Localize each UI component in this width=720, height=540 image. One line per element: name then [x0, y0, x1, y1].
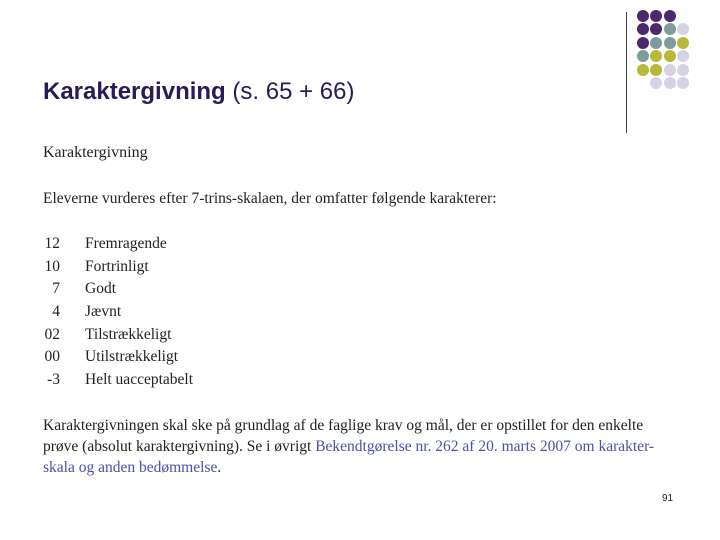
decorative-dot: [677, 77, 689, 89]
grade-row: [43, 256, 149, 279]
regulation-link[interactable]: Bekendtgørelse nr. 262 af 20. marts 2007 om karakter-: [315, 438, 655, 455]
decorative-dot: [650, 50, 662, 62]
decorative-dot: [677, 50, 689, 62]
grading-paragraph: [43, 415, 683, 478]
grade-value: 02: [44, 325, 60, 343]
document-heading: Karaktergivning: [43, 144, 148, 161]
paragraph-line: [43, 457, 683, 478]
grade-row: [43, 301, 122, 324]
decorative-dot: [637, 37, 649, 49]
slide-title-pages: (s. 65 + 66): [225, 78, 355, 105]
grade-value: 4: [52, 303, 60, 321]
grade-label: Utilstrækkeligt: [85, 348, 178, 366]
decorative-dot: [664, 77, 676, 89]
grade-row: [43, 233, 167, 256]
grade-label: Jævnt: [85, 303, 122, 321]
divider-line: [626, 12, 627, 133]
grade-value: 00: [44, 348, 60, 366]
decorative-dot: [677, 23, 689, 35]
grade-scale-list: [43, 233, 194, 392]
decorative-dot: [650, 64, 662, 76]
paragraph-line: Karaktergivningen skal ske på grundlag af de faglige krav og mål, der er opstillet for den enkelte: [43, 417, 644, 434]
grade-label: Helt uacceptabelt: [85, 371, 194, 389]
decorative-dot: [664, 37, 676, 49]
document-intro: Eleverne vurderes efter 7-trins-skalaen, der omfatter følgende karakterer:: [43, 190, 497, 207]
grade-row: [43, 278, 116, 301]
slide-title: [43, 78, 354, 106]
decorative-dot-grid: [637, 10, 720, 115]
grade-value: -3: [47, 371, 60, 389]
decorative-dot: [664, 50, 676, 62]
decorative-dot: [664, 23, 676, 35]
grade-row: [43, 346, 178, 369]
paragraph-end: .: [217, 459, 222, 476]
grade-label: Fortrinligt: [85, 257, 149, 275]
decorative-dot: [677, 64, 689, 76]
decorative-dot: [637, 10, 649, 22]
decorative-dot: [677, 37, 689, 49]
decorative-dot: [637, 64, 649, 76]
grade-row: [43, 369, 194, 392]
decorative-dot: [664, 10, 676, 22]
grade-row: [43, 324, 172, 347]
grade-value: 10: [44, 257, 60, 275]
grade-value: 12: [44, 235, 60, 252]
grade-label: Godt: [85, 280, 116, 298]
regulation-link-continued[interactable]: skala og anden bedømmelse: [43, 459, 218, 476]
decorative-dot: [637, 23, 649, 35]
grade-value: 7: [52, 280, 60, 298]
page-number: 91: [662, 493, 674, 504]
paragraph-line: [43, 436, 683, 457]
decorative-dot: [650, 10, 662, 22]
decorative-dot: [637, 50, 649, 62]
paragraph-text: prøve (absolut karaktergivning). Se i øvrigt: [43, 438, 316, 455]
slide-title-bold: Karaktergivning: [43, 78, 226, 105]
decorative-dot: [650, 77, 662, 89]
grade-label: Fremragende: [85, 235, 167, 252]
decorative-dot: [650, 37, 662, 49]
decorative-dot: [650, 23, 662, 35]
grade-label: Tilstrækkeligt: [85, 325, 172, 343]
decorative-dot: [664, 64, 676, 76]
